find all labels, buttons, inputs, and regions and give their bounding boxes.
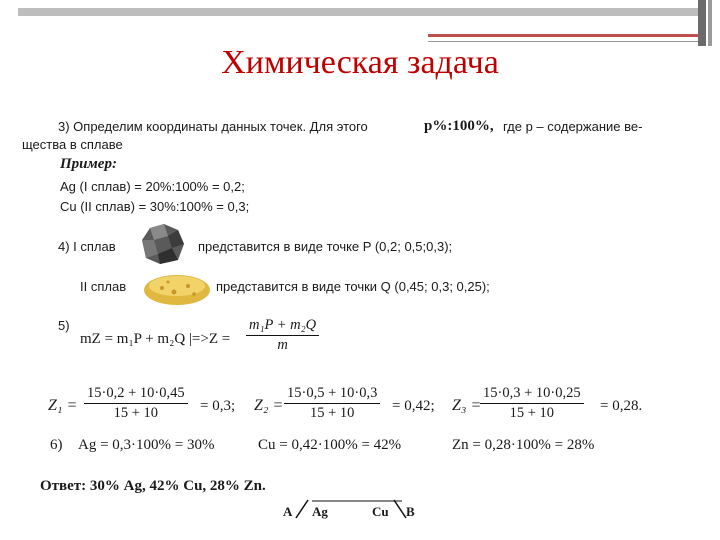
step3-line1-tail: где p – содержание ве-: [503, 119, 643, 134]
step6-zn: Zn = 0,28·100% = 28%: [452, 437, 595, 453]
header-edge-light: [708, 0, 712, 46]
rock-image: [138, 222, 186, 266]
sponge-image: [142, 268, 212, 308]
example-ag: Ag (I сплав) = 20%:100% = 0,2;: [60, 179, 245, 194]
header-edge: [698, 0, 706, 46]
step5-denominator: m: [277, 337, 288, 353]
example-cu: Cu (II сплав) = 30%:100% = 0,3;: [60, 199, 250, 214]
step3-line2: щества в сплаве: [22, 137, 123, 152]
z1-fraction: [84, 385, 188, 422]
step4-alloy2-text: представится в виде точки Q (0,45; 0,3; 0,25);: [216, 279, 490, 294]
answer-text: Ответ: 30% Ag, 42% Cu, 28% Zn.: [40, 478, 266, 494]
z2-result: = 0,42;: [392, 398, 435, 414]
step5-fraction: [246, 317, 319, 354]
diagram-label-ag: Ag: [312, 504, 328, 519]
diagram-label-b: B: [406, 504, 415, 519]
z3-fraction: [480, 385, 584, 422]
step4-alloy1-text: представится в виде точке P (0,2; 0,5;0,3);: [198, 239, 453, 254]
z1-lhs: Z₁ =: [48, 397, 78, 414]
step3-line1: 3) Определим координаты данных точек. Для этого: [58, 119, 368, 134]
z2-numerator: 15·0,5 + 10·0,3: [284, 385, 380, 404]
z1-result: = 0,3;: [200, 398, 236, 414]
step5-label: 5): [58, 318, 70, 333]
example-label: Пример:: [60, 156, 117, 172]
header-thin-line: [428, 41, 698, 42]
step6-cu: Cu = 0,42·100% = 42%: [258, 437, 402, 453]
step4-alloy2-label: II сплав: [80, 279, 127, 294]
z3-result: = 0,28.: [600, 398, 643, 414]
step6-label: 6): [50, 437, 63, 453]
z2-lhs: Z₂ =: [254, 397, 284, 414]
step6-ag: Ag = 0,3·100% = 30%: [78, 437, 215, 453]
step3-formula: p%:100%,: [424, 118, 494, 134]
z3-denominator: 15 + 10: [509, 405, 555, 421]
z3-numerator: 15·0,3 + 10·0,25: [480, 385, 584, 404]
step5-numerator: m₁P + m₂Q: [246, 317, 319, 336]
diagram-left-slash: [294, 498, 310, 520]
diagram-label-cu: Cu: [372, 504, 389, 519]
z3-lhs: Z₃ =: [452, 397, 482, 414]
z2-denominator: 15 + 10: [309, 405, 355, 421]
step5-equation: mZ = m₁P + m₂Q |=>Z =: [80, 331, 231, 347]
diagram-label-a: A: [283, 504, 293, 519]
header-accent-line: [428, 34, 698, 37]
header-bar: [18, 8, 698, 16]
z2-fraction: [284, 385, 380, 422]
slide-title: Химическая задача: [221, 44, 499, 81]
step4-alloy1-label: 4) I сплав: [58, 239, 116, 254]
z1-denominator: 15 + 10: [113, 405, 159, 421]
z1-numerator: 15·0,2 + 10·0,45: [84, 385, 188, 404]
